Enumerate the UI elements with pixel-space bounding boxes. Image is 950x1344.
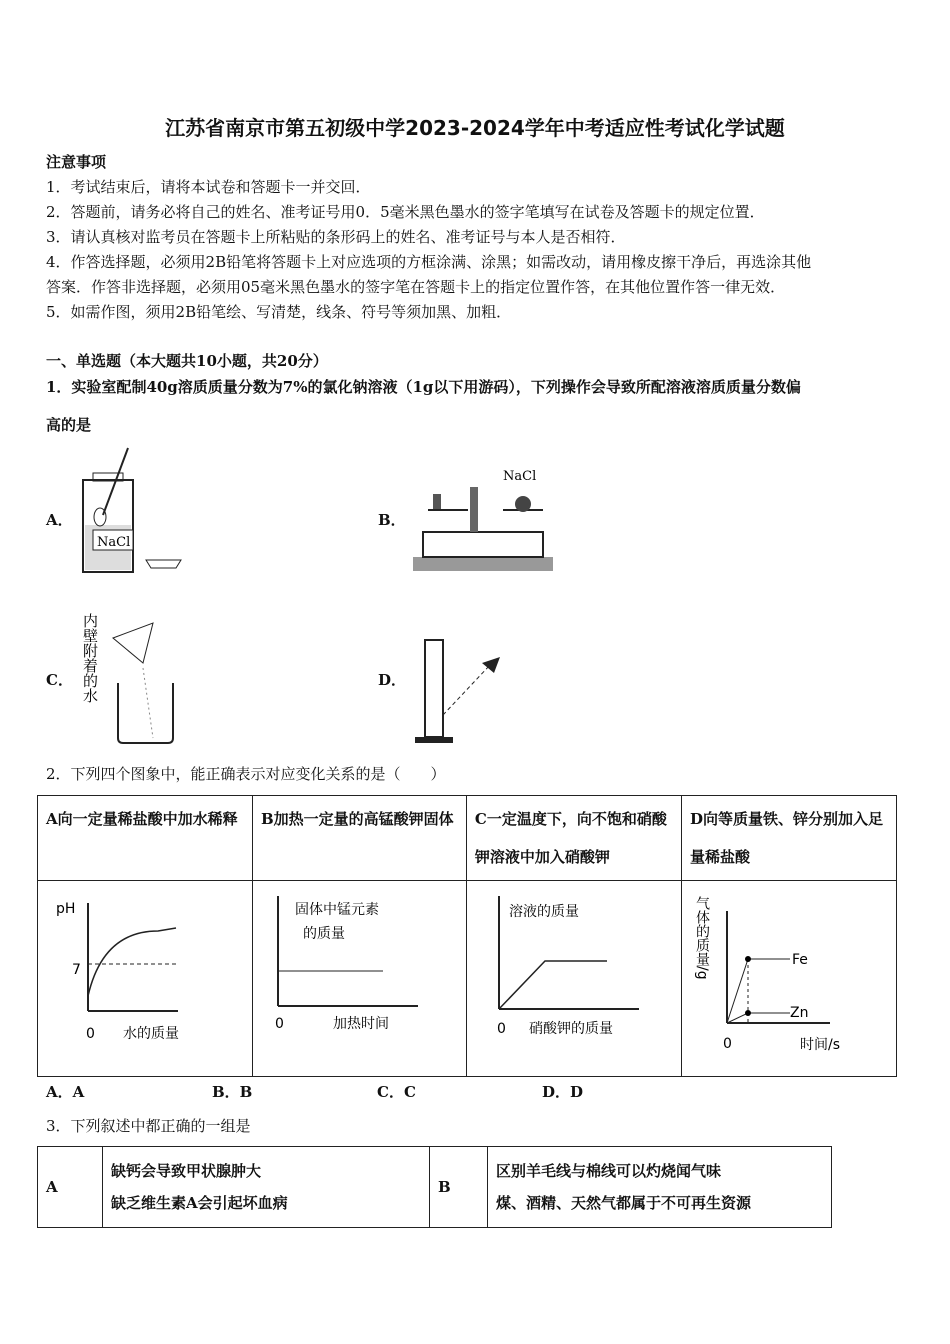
graph-d-cell [681, 881, 896, 1077]
notice-item: 1．考试结束后，请将本试卷和答题卡一并交回． [46, 178, 371, 196]
q3-option-a-content [103, 1147, 430, 1228]
y-axis-label: pH [56, 901, 76, 917]
fe-label: Fe [791, 952, 808, 968]
x-axis-label: 加热时间 [332, 1016, 389, 1032]
zn-label: Zn [789, 1005, 809, 1021]
origin-label: 0 [496, 1021, 506, 1037]
gas-mass-graph [682, 881, 896, 1076]
x-axis-label: 水的质量 [123, 1026, 179, 1042]
statement: 缺钙会导致甲状腺肿大 [111, 1162, 262, 1180]
section-heading: 一、单选题（本大题共10小题，共20分） [46, 352, 328, 370]
ph-7-tick: 7 [72, 962, 81, 978]
statement: 煤、酒精、天然气都属于不可再生资源 [496, 1194, 752, 1212]
origin-label: 0 [274, 1016, 284, 1032]
graph-c-cell [466, 881, 681, 1077]
q3-table [37, 1146, 832, 1228]
nacl-bottle-illustration [78, 445, 193, 575]
option-b-label: B． [378, 511, 406, 529]
statement: 缺乏维生素A会引起坏血病 [111, 1194, 288, 1212]
option-d-label: D． [378, 671, 407, 689]
q2-header-b: B加热一定量的高锰酸钾固体 [252, 796, 466, 881]
answer-d[interactable]: D．D [542, 1083, 584, 1101]
origin-label: 0 [722, 1036, 732, 1052]
q3-option-b: B [430, 1147, 488, 1228]
solution-mass-graph [467, 881, 681, 1076]
notice-heading: 注意事项 [46, 153, 107, 171]
option-a-label: A． [46, 511, 73, 529]
manganese-graph [253, 881, 467, 1076]
y-axis-label: 溶液的质量 [508, 904, 579, 920]
y-axis-label: 固体中锰元素 [294, 902, 379, 918]
page-title: 江苏省南京市第五初级中学2023-2024学年中考适应性考试化学试题 [165, 116, 785, 140]
x-axis-label: 硝酸钾的质量 [528, 1021, 613, 1037]
ph-graph [38, 881, 252, 1076]
q3-stem: 3．下列叙述中都正确的一组是 [46, 1117, 251, 1135]
notice-item: 4．作答选择题，必须用2B铅笔将答题卡上对应选项的方框涂满、涂黑；如需改动，请用橡皮擦干净后，再选涂其他 [46, 253, 812, 271]
notice-item: 5．如需作图，须用2B铅笔绘、写清楚，线条、符号等须加黑、加粗． [46, 303, 512, 321]
origin-label: 0 [86, 1026, 95, 1042]
q2-header-d: D向等质量铁、锌分别加入足量稀盐酸 [681, 796, 896, 881]
wet-wall-label: 内壁附着的水 [81, 613, 99, 703]
q2-stem: 2．下列四个图象中，能正确表示对应变化关系的是（ ） [46, 765, 446, 783]
notice-item: 3．请认真核对监考员在答题卡上所粘贴的条形码上的姓名、准考证号与本人是否相符． [46, 228, 626, 246]
x-axis-label: 时间/s [799, 1037, 840, 1053]
nacl-label: NaCl [503, 469, 537, 484]
q1-stem: 1．实验室配制40g溶质质量分数为7%的氯化钠溶液（1g以下用游码），下列操作会导致所配溶液溶质质量分数偏 [46, 378, 801, 396]
q2-table [37, 795, 897, 1077]
beaker-illustration [78, 608, 188, 748]
answer-a[interactable]: A．A [46, 1083, 85, 1101]
y-axis-label-cont: 的质量 [302, 926, 345, 942]
statement: 区别羊毛线与棉线可以灼烧闻气味 [496, 1162, 722, 1180]
y-axis-label: 气体的质量/g [693, 896, 710, 980]
notice-item: 答案．作答非选择题，必须用05毫米黑色墨水的签字笔在答题卡上的指定位置作答，在其他位置作答一律无效． [46, 278, 786, 296]
graph-b-cell [252, 881, 466, 1077]
nacl-label: NaCl [97, 535, 131, 550]
balance-illustration [408, 462, 558, 574]
q2-header-c: C一定温度下，向不饱和硝酸钾溶液中加入硝酸钾 [466, 796, 681, 881]
option-c-label: C． [46, 671, 73, 689]
q3-option-b-content [488, 1147, 832, 1228]
table-row [38, 1147, 832, 1228]
notice-item: 2．答题前，请务必将自己的姓名、准考证号用0．5毫米黑色墨水的签字笔填写在试卷及答题卡的规定位置． [46, 203, 765, 221]
q1-stem-cont: 高的是 [46, 416, 92, 434]
answer-b[interactable]: B．B [212, 1083, 253, 1101]
graph-a-cell [38, 881, 253, 1077]
cylinder-illustration [410, 635, 510, 747]
q2-header-a: A向一定量稀盐酸中加水稀释 [38, 796, 253, 881]
q3-option-a: A [38, 1147, 103, 1228]
answer-c[interactable]: C．C [377, 1083, 416, 1101]
